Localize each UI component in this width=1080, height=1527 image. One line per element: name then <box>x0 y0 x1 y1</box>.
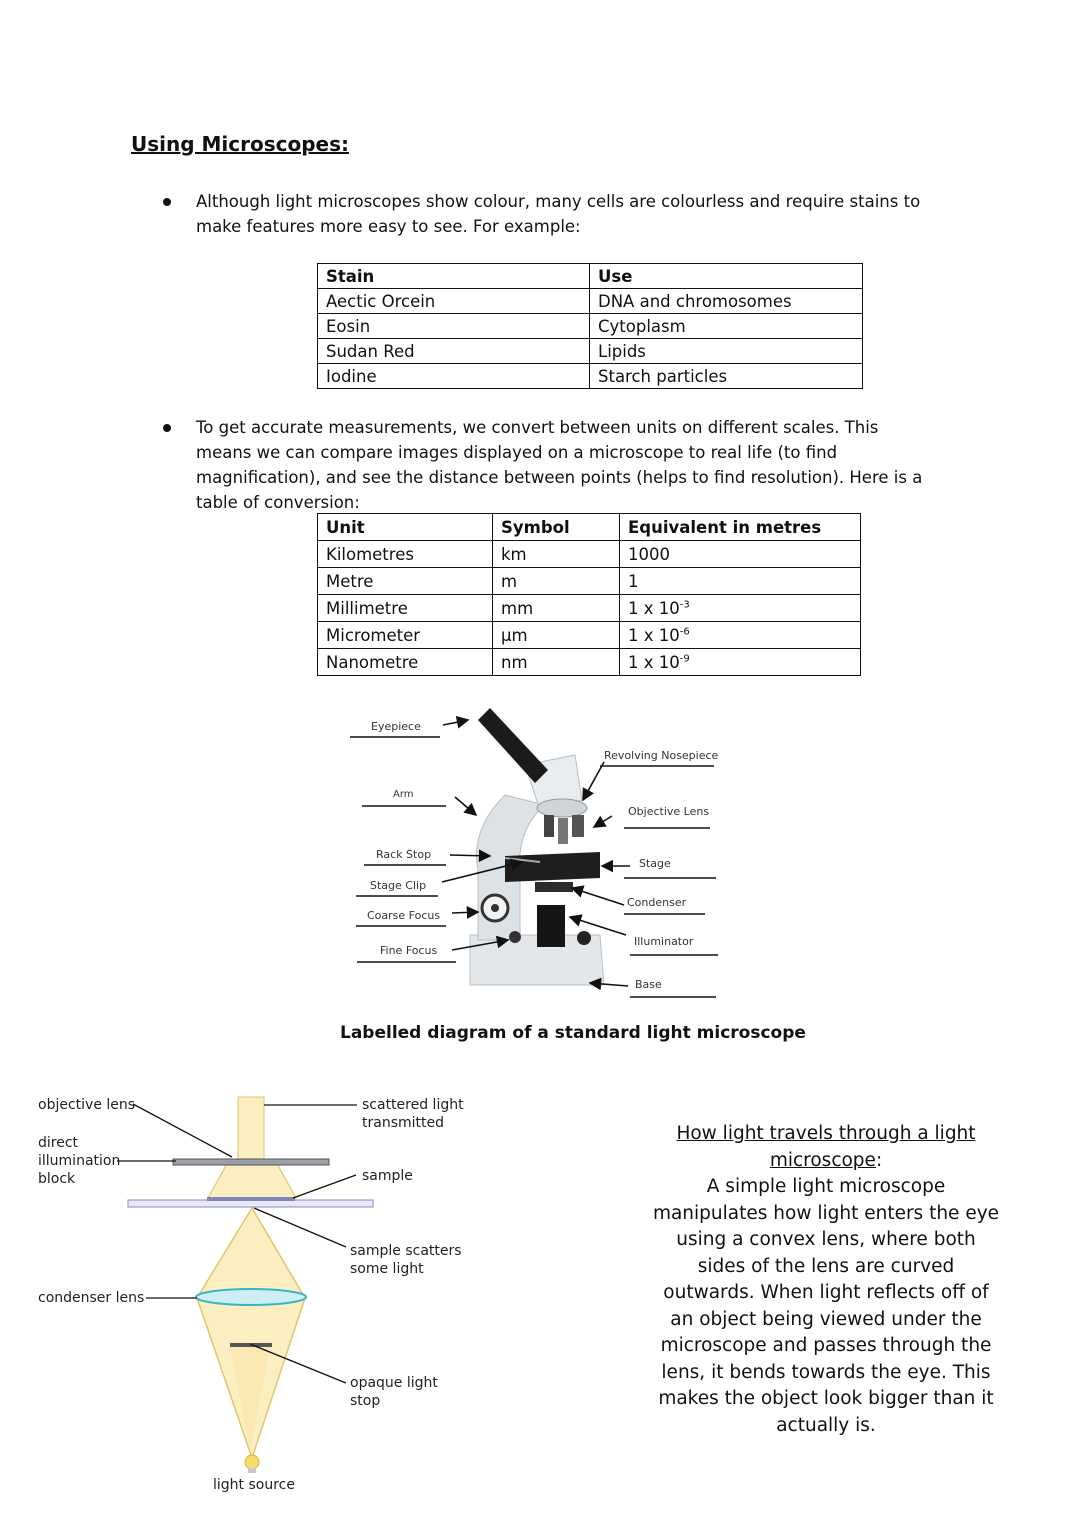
illumination-block <box>173 1159 329 1165</box>
stain-header: Stain <box>318 264 590 289</box>
unit-header: Unit <box>318 514 493 541</box>
unit-cell: Nanometre <box>318 649 493 676</box>
opaque-light-text-2: stop <box>350 1393 381 1409</box>
unit-cell: Kilometres <box>318 541 493 568</box>
rack-stop-label: Rack Stop <box>376 848 432 861</box>
use-cell: DNA and chromosomes <box>590 289 863 314</box>
converging-light <box>208 1162 296 1198</box>
section-body: A simple light microscope manipulates how light enters the eye using a convex lens, where both sides of the lens are curved outwards. When light reflects off of an object being viewed under the microscope and passes through the lens, it bends towards the eye. This makes the object look bigger than it actually is. <box>652 1176 1000 1436</box>
opaque-light-text-1: opaque light <box>350 1375 438 1391</box>
direct-illumination-text-2: illumination <box>38 1153 121 1169</box>
fine-focus-label: Fine Focus <box>380 944 438 957</box>
revolving-nosepiece-label: Revolving Nosepiece <box>604 749 719 762</box>
page-title: Using Microscopes: <box>131 132 350 156</box>
use-cell: Lipids <box>590 339 863 364</box>
use-cell: Starch particles <box>590 364 863 389</box>
condenser-label: Condenser <box>627 896 687 909</box>
slide <box>128 1200 373 1207</box>
objective-lens-text: objective lens <box>38 1097 136 1113</box>
arm-label: Arm <box>393 789 414 800</box>
equivalent-base: 1 x 10 <box>628 625 680 645</box>
objective-lens-label: Objective Lens <box>628 805 710 818</box>
microscope-caption: Labelled diagram of a standard light microscope <box>340 1023 806 1043</box>
symbol-cell: mm <box>493 595 620 622</box>
stain-cell: Eosin <box>318 314 590 339</box>
sample-mark <box>207 1197 295 1201</box>
eyepiece-label: Eyepiece <box>371 720 421 733</box>
stain-cell: Iodine <box>318 364 590 389</box>
base-label: Base <box>635 978 662 991</box>
equivalent-base: 1 x 10 <box>628 598 680 618</box>
section-heading-line-1: How light travels through a light <box>676 1123 976 1144</box>
section-heading-line-2 <box>650 1148 1002 1175</box>
condenser-lens-text: condenser lens <box>38 1290 145 1306</box>
equivalent-base: 1000 <box>628 544 670 564</box>
bulb-base <box>248 1468 256 1473</box>
stain-cell: Aectic Orcein <box>318 289 590 314</box>
direct-illumination-text-1: direct <box>38 1135 79 1151</box>
stain-cell: Sudan Red <box>318 339 590 364</box>
sample-scatters-text-1: sample scatters <box>350 1243 462 1259</box>
symbol-cell: km <box>493 541 620 568</box>
sample-scatters-text-2: some light <box>350 1261 424 1277</box>
unit-cell: Micrometer <box>318 622 493 649</box>
unit-cell: Millimetre <box>318 595 493 622</box>
equivalent-base: 1 <box>628 571 639 591</box>
condenser-lens-shape <box>196 1289 306 1305</box>
stage-clip-label: Stage Clip <box>370 879 427 892</box>
section-heading-word: microscope <box>769 1149 876 1171</box>
symbol-cell: µm <box>493 622 620 649</box>
coarse-focus-label: Coarse Focus <box>367 909 441 922</box>
direct-illumination-text-3: block <box>38 1171 76 1187</box>
bulb-icon <box>245 1455 259 1469</box>
equivalent-exponent: -6 <box>679 626 690 637</box>
use-header: Use <box>590 264 863 289</box>
scattered-light-text-2: transmitted <box>362 1115 444 1131</box>
light-source-text: light source <box>213 1477 295 1493</box>
symbol-header: Symbol <box>493 514 620 541</box>
unit-cell: Metre <box>318 568 493 595</box>
symbol-cell: m <box>493 568 620 595</box>
use-cell: Cytoplasm <box>590 314 863 339</box>
stains-paragraph: Although light microscopes show colour, many cells are colourless and require stains to make features more easy to see. For example: <box>196 192 921 236</box>
heading-colon: : <box>875 1149 883 1171</box>
transmitted-beam <box>238 1097 264 1159</box>
equivalent-header: Equivalent in metres <box>620 514 861 541</box>
conversion-paragraph: To get accurate measurements, we convert between units on different scales. This means we can compare images displayed on a microscope to real life (to find magnification), and see the distance between points (helps to find resolution). Here is a table of conversion: <box>196 418 923 512</box>
equivalent-exponent: -9 <box>679 653 690 664</box>
illuminator-label: Illuminator <box>634 935 694 948</box>
equivalent-base: 1 x 10 <box>628 652 680 672</box>
how-light-travels-section <box>650 1121 1002 1439</box>
sample-text: sample <box>362 1168 413 1184</box>
symbol-cell: nm <box>493 649 620 676</box>
stage-label: Stage <box>639 857 671 870</box>
equivalent-exponent: -3 <box>679 599 690 610</box>
scattered-light-text-1: scattered light <box>362 1097 464 1113</box>
